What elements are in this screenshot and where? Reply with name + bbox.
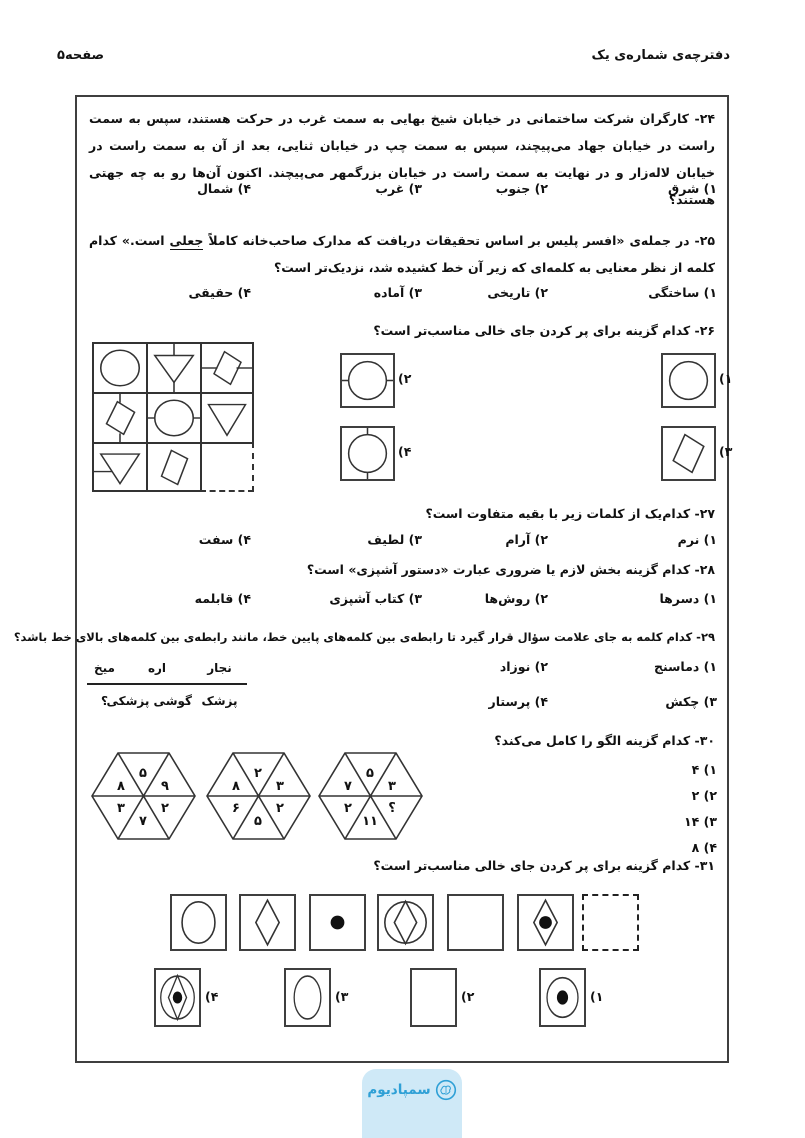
q25-option-2: ۲) تاریخی <box>487 285 548 300</box>
q30-option-2: ۲) ۲ <box>691 788 717 803</box>
question-28-text: ۲۸- کدام گزینه بخش لازم یا ضروری عبارت «دستور آشپزی» است؟ <box>306 562 715 577</box>
brand-row <box>362 1079 462 1101</box>
brand-badge <box>362 1069 462 1138</box>
q26-grid-cell <box>146 442 200 492</box>
q30-option-3: ۳) ۱۴ <box>684 814 717 829</box>
svg-text:۸: ۸ <box>232 779 240 794</box>
q24-option-1: ۱) شرق <box>668 181 717 196</box>
svg-text:۸: ۸ <box>117 779 125 794</box>
q27-option-1: ۱) نرم <box>677 532 717 547</box>
q31-sequence-box-2 <box>239 894 296 951</box>
q28-option-4: ۴) قابلمه <box>194 591 251 606</box>
q26-option-box-1 <box>661 353 716 408</box>
q26-grid-missing-cell <box>200 442 254 492</box>
q29-analogy-bottom-row <box>87 685 247 716</box>
q26-grid-cell <box>92 392 146 442</box>
q31-option-box-2 <box>410 968 457 1027</box>
q26-grid-cell <box>146 392 200 442</box>
question-25-text <box>89 227 715 281</box>
q26-grid-cell <box>92 342 146 392</box>
q31-sequence-missing-box <box>582 894 639 951</box>
svg-text:؟: ؟ <box>388 801 396 816</box>
svg-text:۳: ۳ <box>117 801 125 816</box>
q26-option-label-4: ۴) <box>398 444 412 459</box>
q26-option-label-3: ۳) <box>719 444 733 459</box>
q31-option-label-2: ۲) <box>461 989 475 1004</box>
svg-text:۳: ۳ <box>276 779 284 794</box>
q26-option-label-1: ۱) <box>719 371 733 386</box>
q31-option-label-4: ۴) <box>205 989 219 1004</box>
q26-grid-cell <box>146 342 200 392</box>
question-25-options <box>77 285 727 312</box>
q31-option-box-3 <box>284 968 331 1027</box>
q26-option-label-2: ۲) <box>398 371 412 386</box>
q26-option-box-4 <box>340 426 395 481</box>
q24-option-3: ۳) غرب <box>375 181 422 196</box>
q27-option-2: ۲) آرام <box>505 532 548 547</box>
q26-option-box-2 <box>340 353 395 408</box>
q30-hexagon-2 <box>205 750 312 842</box>
svg-text:۵: ۵ <box>254 814 262 829</box>
analogy-cell: گوشی پزشکی <box>106 693 192 708</box>
svg-text:۲: ۲ <box>254 766 262 781</box>
q31-option-label-1: ۱) <box>590 989 604 1004</box>
q30-hexagon-3 <box>317 750 424 842</box>
q26-grid-cell <box>200 392 254 442</box>
q31-sequence-box-4 <box>377 894 434 951</box>
q29-analogy-table <box>87 652 247 716</box>
q25-option-3: ۳) آماده <box>373 285 422 300</box>
brand-name: سمپادیوم <box>367 1082 431 1098</box>
analogy-cell: ؟ <box>101 693 108 708</box>
svg-text:۵: ۵ <box>366 766 374 781</box>
svg-text:۲: ۲ <box>161 801 169 816</box>
q31-option-box-4 <box>154 968 201 1027</box>
q31-option-label-3: ۳) <box>335 989 349 1004</box>
q30-hexagon-1 <box>90 750 197 842</box>
q28-option-1: ۱) دسرها <box>659 591 717 606</box>
q25-option-1: ۱) ساختگی <box>648 285 717 300</box>
question-29-text: ۲۹- کدام کلمه به جای علامت سؤال قرار گیرد تا رابطه‌ی بین کلمه‌های پایین خط، مانند رابطه‌ی بین کلمه‌های بالای خط باشد؟ <box>13 630 715 644</box>
svg-text:۳: ۳ <box>388 779 396 794</box>
question-24-options <box>77 181 727 208</box>
question-24-text: ۲۴- کارگران شرکت ساختمانی در خیابان شیخ بهایی به سمت غرب در حرکت هستند، سپس به سمت راست در خیابان جهاد می‌پیچند، سپس به سمت چپ در خیابان ثنایی، بعد از آن به سمت راست در خیابان لاله‌زار و در نهایت به سمت راست در خیابان بزرگمهر می‌پیچند. اکنون آن‌ها رو به چه جهتی هستند؟ <box>89 111 715 207</box>
q27-option-3: ۳) لطیف <box>367 532 422 547</box>
q26-pattern-grid <box>92 342 254 492</box>
svg-text:۶: ۶ <box>232 801 240 816</box>
q29-option-3: ۳) چکش <box>665 694 717 709</box>
q25-text-after: است.» کدام کلمه از نظر معنایی به کلمه‌ای که زیر آن خط کشیده شد، نزدیک‌تر است؟ <box>89 233 715 275</box>
q31-sequence-box-1 <box>170 894 227 951</box>
question-30-text: ۳۰- کدام گزینه الگو را کامل می‌کند؟ <box>494 733 715 748</box>
q26-option-box-3 <box>661 426 716 481</box>
booklet-title: دفترچه‌ی شماره‌ی یک <box>591 48 730 63</box>
svg-text:۵: ۵ <box>139 766 147 781</box>
q31-option-box-1 <box>539 968 586 1027</box>
q30-option-1: ۱) ۴ <box>691 762 717 777</box>
q25-underlined-word: جعلی <box>169 233 204 248</box>
analogy-cell: میخ <box>94 660 115 675</box>
q29-option-2: ۲) نوزاد <box>499 659 548 674</box>
svg-text:۲: ۲ <box>276 801 284 816</box>
analogy-cell: پزشک <box>201 693 238 708</box>
q24-option-4: ۴) شمال <box>197 181 251 196</box>
q31-sequence-box-3 <box>309 894 366 951</box>
svg-text:۲: ۲ <box>344 801 352 816</box>
q25-text-before: ۲۵- در جمله‌ی «افسر پلیس بر اساس تحقیقات دریافت که مدارک صاحب‌خانه کاملاً <box>203 233 715 248</box>
svg-text:۷: ۷ <box>139 814 147 829</box>
q27-option-4: ۴) سفت <box>198 532 251 547</box>
question-28-options <box>77 591 727 618</box>
q25-option-4: ۴) حقیقی <box>188 285 251 300</box>
page-number: صفحه۵ <box>57 48 105 63</box>
question-27-options <box>77 532 727 559</box>
question-27-text: ۲۷- کدام‌یک از کلمات زیر با بقیه متفاوت است؟ <box>425 506 715 521</box>
q31-sequence-box-5 <box>447 894 504 951</box>
svg-text:۱۱: ۱۱ <box>362 814 378 829</box>
q24-option-2: ۲) جنوب <box>495 181 548 196</box>
question-26-text: ۲۶- کدام گزینه برای پر کردن جای خالی مناسب‌تر است؟ <box>373 323 715 338</box>
question-30-options <box>684 757 717 861</box>
questions-container <box>13 95 733 1063</box>
brain-icon <box>435 1079 457 1101</box>
q28-option-2: ۲) روش‌ها <box>484 591 548 606</box>
q26-grid-cell <box>200 342 254 392</box>
q28-option-3: ۳) کتاب آشپزی <box>329 591 422 606</box>
analogy-cell: نجار <box>207 660 232 675</box>
q31-sequence-box-6 <box>517 894 574 951</box>
svg-text:۹: ۹ <box>161 779 169 794</box>
q29-option-4: ۴) پرستار <box>488 694 548 709</box>
svg-text:۷: ۷ <box>344 779 352 794</box>
question-31-text: ۳۱- کدام گزینه برای پر کردن جای خالی مناسب‌تر است؟ <box>373 858 715 873</box>
analogy-cell: اره <box>147 660 167 675</box>
q30-option-4: ۴) ۸ <box>691 840 717 855</box>
q26-grid-cell <box>92 442 146 492</box>
q29-option-1: ۱) دماسنج <box>654 659 717 674</box>
q29-analogy-top-row <box>87 652 247 685</box>
